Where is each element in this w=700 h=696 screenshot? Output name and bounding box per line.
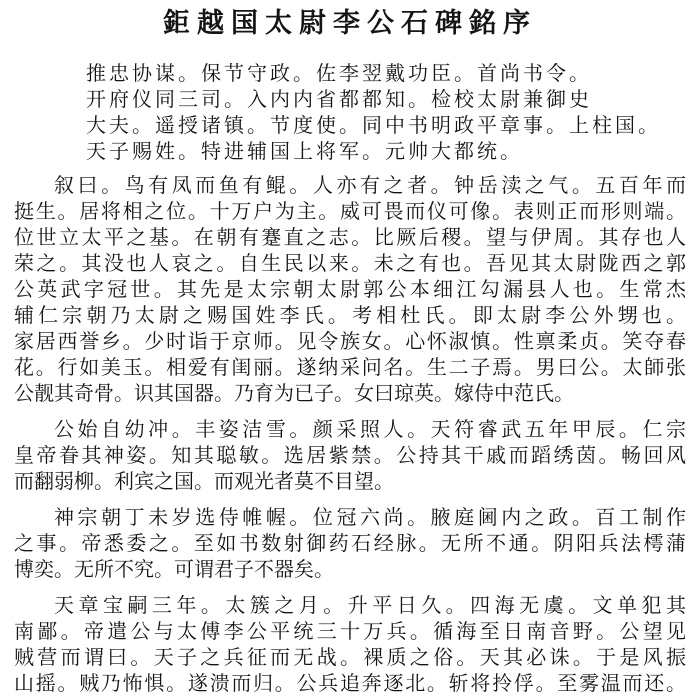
paragraph-youth bbox=[14, 416, 686, 494]
text-line: 花。行如美玉。相爱有闺丽。遂纳采问名。生二子焉。男曰公。太師张 bbox=[14, 355, 686, 379]
text-line: 神宗朝丁未岁选侍帷幄。位冠六尚。腋庭阃内之政。百工制作 bbox=[54, 505, 686, 529]
text-line: 天章宝嗣三年。太簇之月。升平日久。四海无虞。文单犯其 bbox=[54, 593, 686, 617]
title-line: 天子赐姓。特进辅国上将军。元帅大都统。 bbox=[86, 139, 523, 163]
text-line: 公靓其奇骨。识其国器。乃育为已子。女曰琼英。嫁侍中范氏。 bbox=[14, 381, 574, 405]
text-line: 而翻弱柳。利宾之国。而观光者莫不目望。 bbox=[14, 469, 394, 493]
text-line: 公始自幼冲。丰姿洁雪。颜采照人。天符睿武五年甲辰。仁宗 bbox=[54, 417, 686, 441]
text-line: 挺生。居将相之位。十万户为主。威可畏而仪可像。表则正而形则端。 bbox=[14, 199, 686, 223]
text-line: 叙曰。鸟有凤而鱼有鲲。人亦有之者。钟岳渎之气。五百年而 bbox=[54, 173, 686, 197]
text-line: 家居西誉乡。少时诣于京师。见令族女。心怀淑慎。性禀柔贞。笑夺春 bbox=[14, 329, 686, 353]
text-line: 博奕。无所不究。可谓君子不器矣。 bbox=[14, 557, 334, 581]
text-line: 皇帝眷其神姿。知其聪敏。选居紫禁。公持其干戚而蹈绣茵。畅回风 bbox=[14, 443, 686, 467]
title-line: 大夫。遥授诸镇。节度使。同中书明政平章事。上柱国。 bbox=[86, 113, 661, 137]
text-line: 之事。帝悉委之。至如书数射御药石经脉。无所不通。阴阳兵法樗蒲 bbox=[14, 531, 686, 555]
official-titles bbox=[14, 60, 686, 164]
title-line: 推忠协谋。保节守政。佐李翌戴功臣。首尚书令。 bbox=[86, 61, 592, 85]
stele-title: 鉅越国太尉李公石碑銘序 bbox=[163, 8, 537, 39]
text-line: 南鄙。帝遣公与太傅李公平统三十万兵。循海至日南音野。公望见 bbox=[14, 619, 686, 643]
text-line: 位世立太平之基。在朝有蹇直之志。比厥后稷。望与伊周。其存也人 bbox=[14, 225, 686, 249]
paragraph-campaign bbox=[14, 592, 686, 696]
text-line: 公英武字冠世。其先是太宗朝太尉郭公本细江勾漏县人也。生常杰 bbox=[14, 277, 686, 301]
text-line: 山摇。贼乃怖惧。遂溃而归。公兵追奔逐北。斩将拎俘。至雾温而还。 bbox=[14, 671, 686, 695]
text-line: 辅仁宗朝乃太尉之赐国姓李氏。考相杜氏。即太尉李公外甥也。 bbox=[14, 303, 686, 327]
paragraph-preface bbox=[14, 172, 686, 406]
title-line: 开府仪同三司。入内内省都都知。检校太尉兼御史 bbox=[86, 87, 592, 111]
paragraph-service bbox=[14, 504, 686, 582]
text-line: 荣之。其没也人哀之。自生民以来。未之有也。吾见其太尉陇西之郭 bbox=[14, 251, 686, 275]
text-line: 贼营而谓曰。天子之兵征而无战。裸质之俗。天其必诛。于是风振 bbox=[14, 645, 686, 669]
